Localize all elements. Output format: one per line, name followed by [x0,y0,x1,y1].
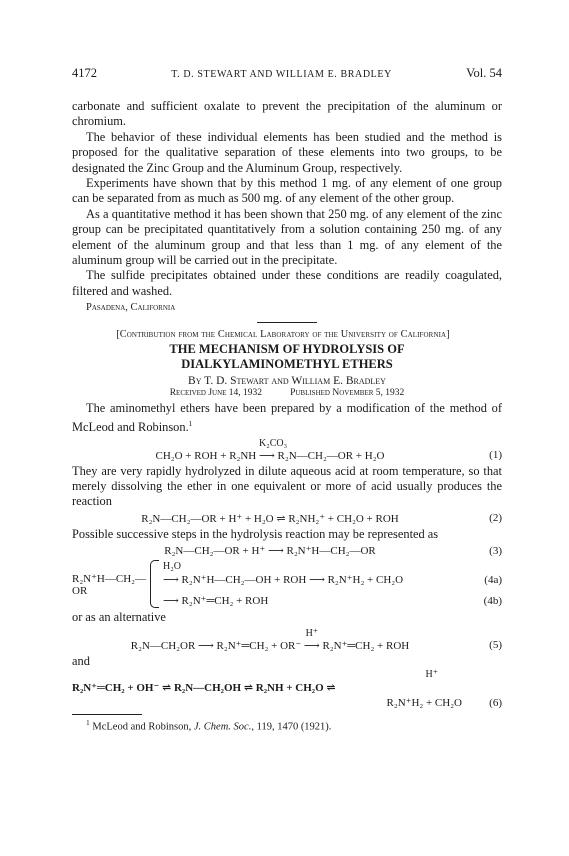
footnote-citation: , 119, 1470 (1921). [251,721,332,733]
eq5-arrow-glyph: ⟶ [303,639,320,652]
page-number: 4172 [72,66,97,80]
paragraph-hydrolysis: They are very rapidly hydrolyzed in dilute aqueous acid at room temperature, so that merely dissolving the ether in one equivalent or more of acid usually produces the reaction [72,463,502,509]
article-title-line2: DIALKYLAMINOMETHYL ETHERS [181,356,393,371]
eq6-line1: R₂N⁺═CH₂ + OH⁻ ⇌ R₂N—CH₂OH ⇌ R₂NH + CH₂O ⇌ [72,682,336,695]
eq5-arrow [303,627,320,652]
eq6-line2: R₂N⁺H₂ + CH₂O [386,697,462,710]
eq4-brace [150,560,159,608]
eq5-number: (5) [489,639,502,652]
eq5-right: R₂N⁺═CH₂ + ROH [322,639,410,652]
equation-4a [163,572,502,587]
equation-6-line2 [72,695,502,710]
eq4-left: R₂N⁺H—CH₂—OR [72,572,146,597]
equation-2 [72,511,502,526]
eq2-body: R₂N—CH₂—OR + H⁺ + H₂O ⇌ R₂NH₂⁺ + CH₂O + ROH [141,512,399,525]
paragraph-alternative: or as an alternative [72,610,166,625]
paragraph-precipitates: The sulfide precipitates obtained under these conditions are readily coagulated, filtered and washed. [72,268,502,298]
contribution-line: [Contribution from the Chemical Laboratory of the University of California] [116,328,450,340]
author-address: Pasadena, California [86,302,176,314]
paragraph-continuation: carbonate and sufficient oxalate to prevent the precipitation of the aluminum or chromium. [72,99,502,129]
paragraph-behavior: The behavior of these individual elements has been studied and the method is proposed for the qualitative separation of these elements into two groups, to be designated the Zinc Group and the Aluminum Group, respectively. [72,129,502,175]
intro-text: The aminomethyl ethers have been prepared by a modification of the method of McLeod and Robinson. [72,400,502,435]
volume-number: Vol. 54 [466,66,502,80]
equation-3 [72,543,502,558]
eq4b-body: ⟶ R₂N⁺═CH₂ + ROH [163,595,269,608]
eq4-branches [163,560,502,608]
received-date: Received June 14, 1932 [169,387,263,398]
paragraph-intro [72,401,502,436]
eq1-reactants: CH₂O + ROH + R₂NH [155,449,257,462]
footnote-marker: 1 [86,718,90,728]
equation-4b [163,593,502,608]
eq4a-number: (4a) [484,573,502,586]
eq3-body: R₂N—CH₂—OR + H⁺ ⟶ R₂N⁺H—CH₂—OR [164,545,376,558]
paragraph-experiments: Experiments have shown that by this method 1 mg. of any element of one group can be separated from as much as 500 mg. of any element of the other group. [72,176,502,206]
running-title: T. D. STEWART AND WILLIAM E. BRADLEY [171,69,392,80]
eq5-catalyst: H⁺ [305,627,319,639]
article-dates [72,388,502,398]
footnote-ref: 1 [188,419,193,429]
article-authors: By T. D. Stewart and William E. Bradley [188,374,386,387]
eq2-number: (2) [489,512,502,525]
equation-1 [72,437,502,463]
footnote-authors: McLeod and Robinson, [92,721,194,733]
paragraph-quantitative: As a quantitative method it has been shown that 250 mg. of any element of the zinc group can be precipitated quantitatively from a solution containing 250 mg. of any element of the aluminum group and that less than 1 mg. of any element of the aluminum group will be carried out in the precipitate. [72,206,502,268]
page [72,66,502,733]
eq4b-number: (4b) [483,594,502,607]
equation-6-line1 [72,680,502,695]
article-title-line1: THE MECHANISM OF HYDROLYSIS OF [169,341,405,356]
published-date: Published November 5, 1932 [290,387,405,398]
footnote-journal: J. Chem. Soc. [193,721,252,733]
paragraph-steps: Possible successive steps in the hydrolysis reaction may be represented as [72,526,439,541]
eq4a-label: H₂O [163,560,181,572]
eq1-catalyst: K₂CO₃ [259,437,288,449]
eq5-left: R₂N—CH₂OR ⟶ R₂N⁺═CH₂ + OR⁻ [130,639,302,652]
eq1-number: (1) [489,449,502,462]
footnote-rule [72,714,142,715]
eq1-arrow [259,437,288,462]
eq1-products: R₂N—CH₂—OR + H₂O [277,449,385,462]
eq6-catalyst: H⁺ [425,669,438,681]
equation-5 [72,627,502,653]
footnote [86,718,502,733]
page-header [72,66,502,81]
eq3-number: (3) [489,544,502,557]
eq1-arrow-glyph: ⟶ [259,449,275,462]
eq6-number: (6) [489,696,502,709]
paragraph-and: and [72,653,90,668]
eq4a-body: ⟶ R₂N⁺H—CH₂—OH + ROH ⟶ R₂N⁺H₂ + CH₂O [163,574,404,587]
equation-4 [72,560,502,608]
section-divider [257,322,317,323]
